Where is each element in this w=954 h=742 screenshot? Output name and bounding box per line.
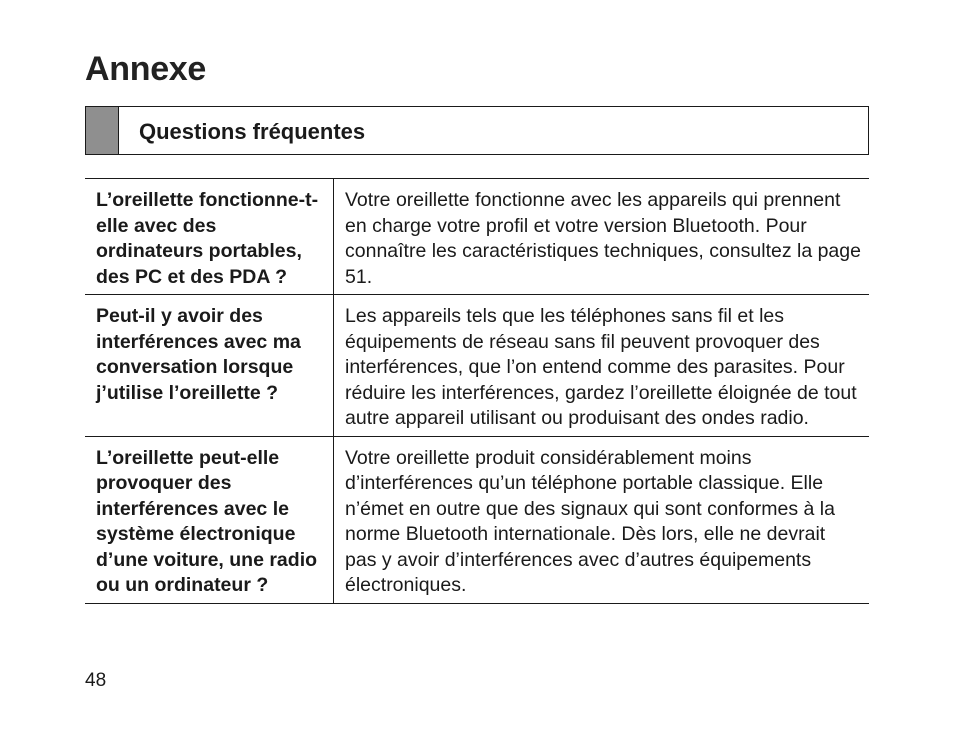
- faq-row: [85, 436, 869, 603]
- page-title: Annexe: [85, 50, 207, 88]
- faq-question: L’oreillette peut-elle provoquer des interférences avec le système électronique d’une voiture, une radio ou un ordinateur ?: [85, 436, 334, 603]
- faq-answer: Votre oreillette fonctionne avec les appareils qui prennent en charge votre profil et votre version Bluetooth. Pour connaître les caractéristiques techniques, consultez la page 51.: [345, 189, 861, 288]
- faq-question: L’oreillette fonctionne-t-elle avec des ordinateurs portables, des PC et des PDA ?: [85, 179, 334, 295]
- page-number: 48: [85, 670, 107, 691]
- faq-table: [85, 178, 869, 604]
- section-header: [85, 106, 869, 155]
- section-title: Questions fréquentes: [139, 119, 366, 144]
- faq-row: [85, 179, 869, 295]
- faq-answer: Votre oreillette produit considérablement moins d’interférences qu’un téléphone portable classique. Elle n’émet en outre que des signaux qui sont conformes à la norme Bluetooth internationale. Dès lors, elle ne devrait pas y avoir d’interférences avec d’autres équipements électroniques.: [345, 446, 835, 596]
- faq-row: [85, 295, 869, 437]
- faq-question: Peut-il y avoir des interférences avec ma conversation lorsque j’utilise l’oreillette ?: [85, 295, 334, 437]
- section-marker: [86, 107, 119, 154]
- faq-answer: Les appareils tels que les téléphones sans fil et les équipements de réseau sans fil peuvent provoquer des interférences, que l’on entend comme des parasites. Pour réduire les interférences, gardez l’oreillette éloignée de tout autre appareil utilisant ou produisant des ondes radio.: [345, 305, 857, 429]
